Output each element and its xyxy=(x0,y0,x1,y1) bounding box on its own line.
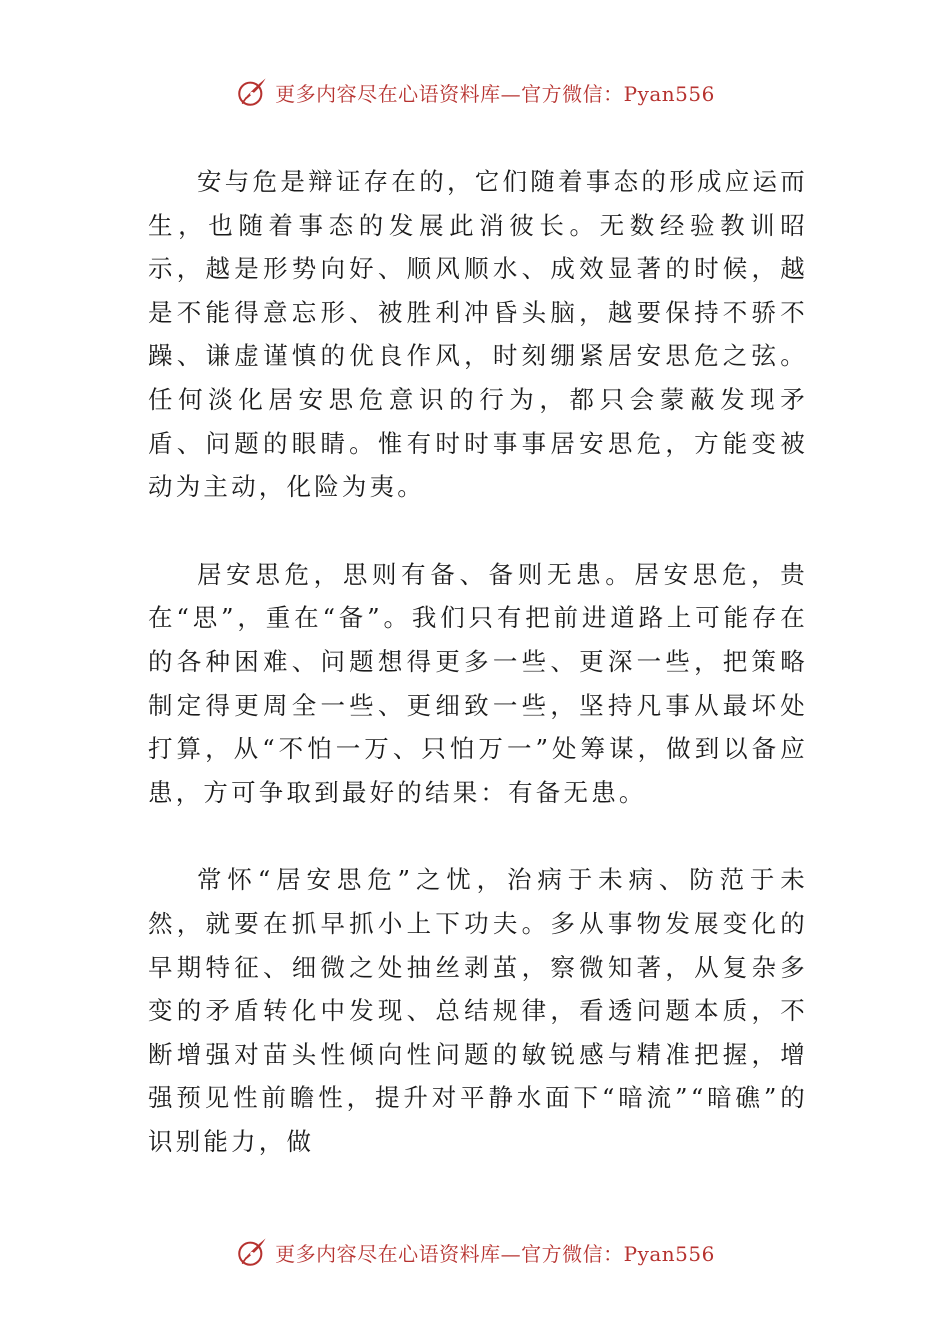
quill-pen-circle-logo-icon xyxy=(235,1235,269,1269)
footer-banner-text: 更多内容尽在心语资料库—官方微信：Pyan556 xyxy=(275,1241,715,1266)
header-banner xyxy=(0,72,950,112)
paragraph-2: 居安思危，思则有备、备则无患。居安思危，贵在“思”，重在“备”。我们只有把前进道路上可能存在的各种困难、问题想得更多一些、更深一些，把策略制定得更周全一些、更细致一些，坚持凡事从最坏处打算，从“不怕一万、只怕万一”处筹谋，做到以备应患，方可争取到最好的结果：有备无患。 xyxy=(148,559,808,807)
document-body xyxy=(148,160,808,1163)
footer-banner xyxy=(0,1232,950,1272)
quill-pen-circle-logo-icon xyxy=(235,75,269,109)
paragraph-1: 安与危是辩证存在的，它们随着事态的形成应运而生，也随着事态的发展此消彼长。无数经验教训昭示，越是形势向好、顺风顺水、成效显著的时候，越是不能得意忘形、被胜利冲昏头脑，越要保持不骄不躁、谦虚谨慎的优良作风，时刻绷紧居安思危之弦。任何淡化居安思危意识的行为，都只会蒙蔽发现矛盾、问题的眼睛。惟有时时事事居安思危，方能变被动为主动，化险为夷。 xyxy=(148,167,808,502)
header-banner-text: 更多内容尽在心语资料库—官方微信：Pyan556 xyxy=(275,81,715,106)
paragraph-3: 常怀“居安思危”之忧，治病于未病、防范于未然，就要在抓早抓小上下功夫。多从事物发展变化的早期特征、细微之处抽丝剥茧，察微知著，从复杂多变的矛盾转化中发现、总结规律，看透问题本质，不断增强对苗头性倾向性问题的敏锐感与精准把握，增强预见性前瞻性，提升对平静水面下“暗流”“暗礁”的识别能力，做 xyxy=(148,865,808,1156)
